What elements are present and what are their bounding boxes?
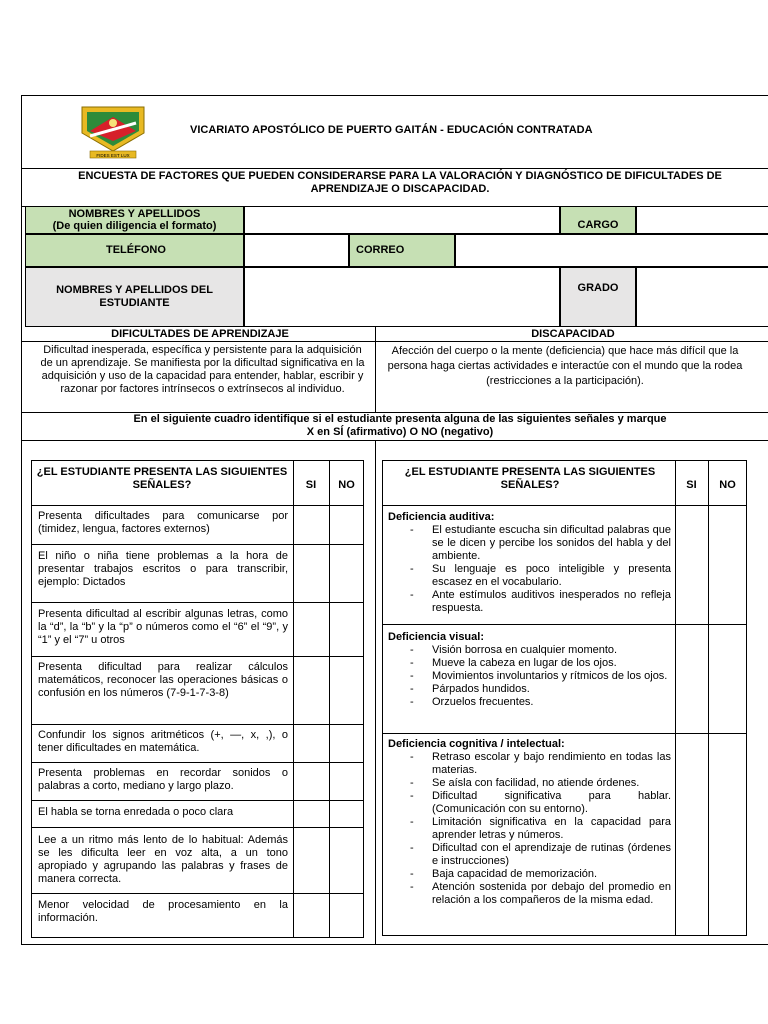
cognitiva-title: Deficiencia cognitiva / intelectual: [388, 738, 565, 750]
visual-item: - Visión borrosa en cualquier momento. [388, 644, 671, 657]
grado-label: GRADO [560, 267, 636, 327]
left-row-7-no[interactable] [330, 801, 364, 827]
telefono-input[interactable] [244, 234, 349, 267]
grado-input[interactable] [636, 267, 768, 327]
right-table-header: ¿EL ESTUDIANTE PRESENTA LAS SIGUIENTES SEÑALES? [404, 466, 656, 491]
left-row-9-si[interactable] [294, 894, 329, 938]
survey-title: ENCUESTA DE FACTORES QUE PUEDEN CONSIDERARSE PARA LA VALORACIÓN Y DIAGNÓSTICO DE DIFICULTADES DE APRENDIZAJE O DISCAPACIDAD. [78, 170, 722, 195]
header-title: VICARIATO APOSTÓLICO DE PUERTO GAITÁN - EDUCACIÓN CONTRATADA [190, 124, 593, 136]
left-table-header: ¿EL ESTUDIANTE PRESENTA LAS SIGUIENTES SEÑALES? [36, 466, 288, 491]
left-row-5-si[interactable] [294, 725, 329, 762]
cognitiva-item: - Retraso escolar y bajo rendimiento en todas las materias. [388, 751, 671, 777]
left-row-7: El habla se torna enredada o poco clara [38, 806, 234, 818]
logo-motto: FIDES EST LUX [96, 153, 130, 158]
left-row-4-no[interactable] [330, 657, 364, 724]
telefono-label: TELÉFONO [25, 234, 244, 267]
left-row-6-no[interactable] [330, 763, 364, 800]
left-row-2-no[interactable] [330, 545, 364, 602]
cognitiva-item: - Dificultad con el aprendizaje de rutinas (órdenes e instrucciones) [388, 842, 671, 868]
auditiva-si[interactable] [676, 506, 708, 624]
discapacidad-heading: DISCAPACIDAD [531, 328, 615, 340]
left-row-5: Confundir los signos aritméticos (+, —, x, ,), o tener dificultades en matemática. [38, 729, 288, 754]
cognitiva-item: - Dificultad significativa para hablar. (Comunicación con su entorno). [388, 790, 671, 816]
left-row-9-no[interactable] [330, 894, 364, 938]
cognitiva-si[interactable] [676, 734, 708, 936]
right-si-header: SI [686, 479, 697, 491]
cognitiva-no[interactable] [709, 734, 747, 936]
discapacidad-definition: Afección del cuerpo o la mente (deficiencia) que hace más difícil que la persona haga ciertas actividades e interactúe con el mundo que la rodea (restricciones a la participación). [387, 345, 743, 387]
left-row-3-si[interactable] [294, 603, 329, 656]
left-si-header: SI [305, 479, 317, 491]
estudiante-input[interactable] [244, 267, 560, 327]
left-row-1: Presenta dificultades para comunicarse por (timidez, lengua, factores externos) [38, 510, 288, 535]
left-no-header: NO [338, 479, 355, 491]
cargo-label: CARGO [560, 206, 636, 234]
nombres-label: NOMBRES Y APELLIDOS [68, 208, 201, 220]
visual-item: - Mueve la cabeza en lugar de los ojos. [388, 657, 671, 670]
visual-title: Deficiencia visual: [388, 631, 484, 643]
left-row-1-no[interactable] [330, 506, 364, 544]
left-row-5-no[interactable] [330, 725, 364, 762]
instruction-text: En el siguiente cuadro identifique si el estudiante presenta alguna de las siguientes señales y marque X en SÍ (afirmativo) O NO (negativo) [133, 413, 667, 438]
dificultades-definition: Dificultad inesperada, específica y persistente para la adquisición de un aprendizaje. Se manifiesta por la dificultad significativa en la adquisición y uso de la capacidad para entender, hablar, escribir y razonar por factores intrínsecos o extrínsecos al individuo. [40, 344, 365, 395]
cargo-input[interactable] [636, 206, 768, 234]
left-row-6-si[interactable] [294, 763, 329, 800]
left-row-4-si[interactable] [294, 657, 329, 724]
left-row-8: Lee a un ritmo más lento de lo habitual: Además se les dificulta leer en voz alta, a un tono apropiado y agrupando las palabras y frases de manera correcta. [38, 834, 288, 885]
cognitiva-item: - Limitación significativa en la capacidad para aprender letras y números. [388, 816, 671, 842]
left-row-8-si[interactable] [294, 828, 329, 893]
left-row-9: Menor velocidad de procesamiento en la información. [38, 899, 288, 924]
visual-si[interactable] [676, 625, 708, 733]
cognitiva-item: - Baja capacidad de memorización. [388, 868, 671, 881]
correo-label: CORREO [349, 234, 455, 267]
auditiva-item: - Ante estímulos auditivos inesperados no refleja respuesta. [388, 589, 671, 615]
left-row-7-si[interactable] [294, 801, 329, 827]
left-row-2-si[interactable] [294, 545, 329, 602]
left-row-3: Presenta dificultad al escribir algunas letras, como la “d”, la “b” y la “p” o números como el “6” el “9”, y “1” y el “7” u otros [38, 608, 288, 646]
estudiante-label: NOMBRES Y APELLIDOS DEL ESTUDIANTE [25, 267, 244, 327]
correo-input[interactable] [455, 234, 768, 267]
left-row-2: El niño o niña tiene problemas a la hora de presentar trabajos escritos o para transcribir, ejemplo: Dictados [38, 550, 288, 588]
logo [78, 103, 148, 161]
left-row-1-si[interactable] [294, 506, 329, 544]
cognitiva-item: - Se aísla con facilidad, no atiende órdenes. [388, 777, 671, 790]
nombres-label-cell [25, 206, 244, 234]
auditiva-item: - Su lenguaje es poco inteligible y presenta escasez en el vocabulario. [388, 563, 671, 589]
left-row-6: Presenta problemas en recordar sonidos o palabras a corto, mediano y largo plazo. [38, 767, 288, 792]
auditiva-section [388, 511, 671, 615]
visual-item: - Movimientos involuntarios y rítmicos de los ojos. [388, 670, 671, 683]
dificultades-heading: DIFICULTADES DE APRENDIZAJE [111, 328, 289, 340]
nombres-sublabel: (De quien diligencia el formato) [52, 220, 217, 232]
right-no-header: NO [719, 479, 736, 491]
visual-item: - Orzuelos frecuentes. [388, 696, 671, 709]
visual-no[interactable] [709, 625, 747, 733]
left-row-4: Presenta dificultad para realizar cálculos matemáticos, reconocer las operaciones básicas o confusión en los números (7-9-1-7-3-8) [38, 661, 288, 699]
auditiva-item: - El estudiante escucha sin dificultad palabras que se le dicen y percibe los sonidos del habla y del ambiente. [388, 524, 671, 563]
auditiva-title: Deficiencia auditiva: [388, 511, 495, 523]
nombres-input[interactable] [244, 206, 560, 234]
left-row-3-no[interactable] [330, 603, 364, 656]
cognitiva-section [388, 738, 671, 907]
cognitiva-item: - Atención sostenida por debajo del promedio en relación a los compañeros de la misma edad. [388, 881, 671, 907]
left-row-8-no[interactable] [330, 828, 364, 893]
visual-section [388, 631, 671, 709]
auditiva-no[interactable] [709, 506, 747, 624]
visual-item: - Párpados hundidos. [388, 683, 671, 696]
